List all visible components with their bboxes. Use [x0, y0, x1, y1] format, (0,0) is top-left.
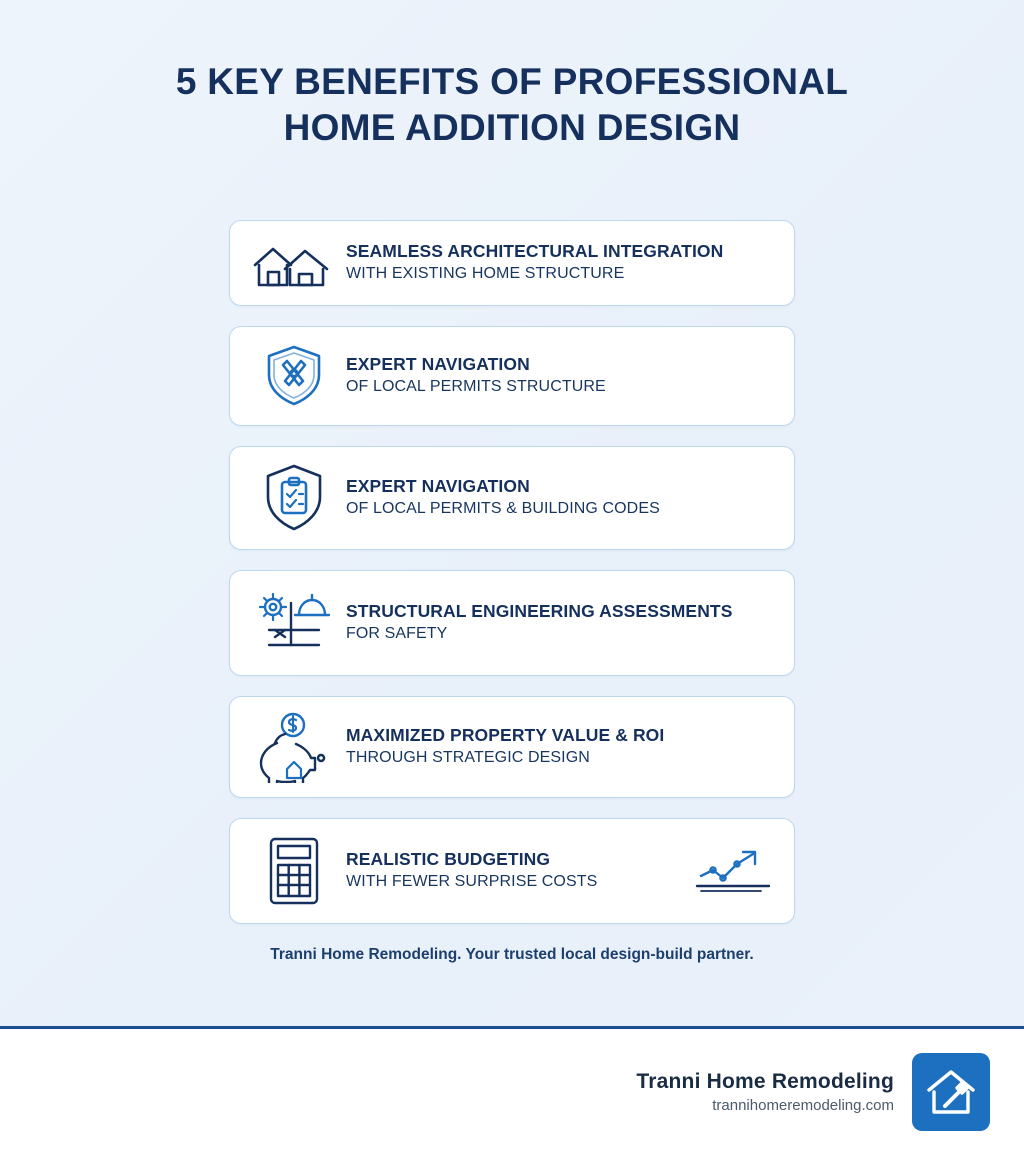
page-title [176, 59, 848, 152]
shield-clipboard-checklist-icon [248, 461, 340, 535]
benefit-card [229, 818, 795, 924]
benefit-card [229, 696, 795, 798]
benefit-card-subtitle: OF LOCAL PERMITS STRUCTURE [346, 378, 606, 396]
gear-hardhat-beam-icon [248, 585, 340, 661]
benefit-card-list [229, 220, 795, 924]
benefit-card-subtitle: WITH EXISTING HOME STRUCTURE [346, 265, 625, 283]
benefit-card [229, 220, 795, 306]
growth-chart-arrow-icon [692, 846, 776, 896]
benefit-card [229, 326, 795, 426]
brand-url: trannihomeremodeling.com [712, 1096, 894, 1114]
benefit-card-subtitle: OF LOCAL PERMITS & BUILDING CODES [346, 500, 660, 518]
page-title-line-2: HOME ADDITION DESIGN [283, 107, 741, 149]
piggy-bank-dollar-icon [248, 711, 340, 783]
benefit-card-text [340, 601, 776, 645]
benefit-card-text [340, 849, 692, 893]
house-hammer-logo-icon [912, 1053, 990, 1131]
benefit-card-title: MAXIMIZED PROPERTY VALUE & ROI [346, 724, 665, 745]
tagline: Tranni Home Remodeling. Your trusted local design-build partner. [270, 946, 754, 964]
brand-name: Tranni Home Remodeling [636, 1069, 894, 1093]
benefit-card-subtitle: THROUGH STRATEGIC DESIGN [346, 749, 590, 767]
benefit-card-title: STRUCTURAL ENGINEERING ASSESSMENTS [346, 600, 733, 621]
benefit-card-text [340, 241, 776, 285]
benefit-card-title: SEAMLESS ARCHITECTURAL INTEGRATION [346, 240, 724, 261]
benefit-card-subtitle: WITH FEWER SURPRISE COSTS [346, 873, 598, 891]
benefit-card-text [340, 354, 776, 398]
benefit-card-title: EXPERT NAVIGATION [346, 353, 530, 374]
benefit-card-text [340, 476, 776, 520]
page-title-line-1: 5 KEY BENEFITS OF PROFESSIONAL [175, 60, 849, 102]
calculator-icon [248, 833, 340, 909]
benefit-card-title: REALISTIC BUDGETING [346, 848, 551, 869]
footer-text [636, 1070, 894, 1114]
shield-hammer-tools-icon [248, 341, 340, 411]
benefit-card [229, 446, 795, 550]
footer-bar [0, 1026, 1024, 1154]
benefit-card-subtitle: FOR SAFETY [346, 625, 448, 643]
house-addition-icon [248, 235, 340, 291]
benefit-card-text [340, 725, 776, 769]
benefit-card-title: EXPERT NAVIGATION [346, 475, 530, 496]
benefit-card [229, 570, 795, 676]
